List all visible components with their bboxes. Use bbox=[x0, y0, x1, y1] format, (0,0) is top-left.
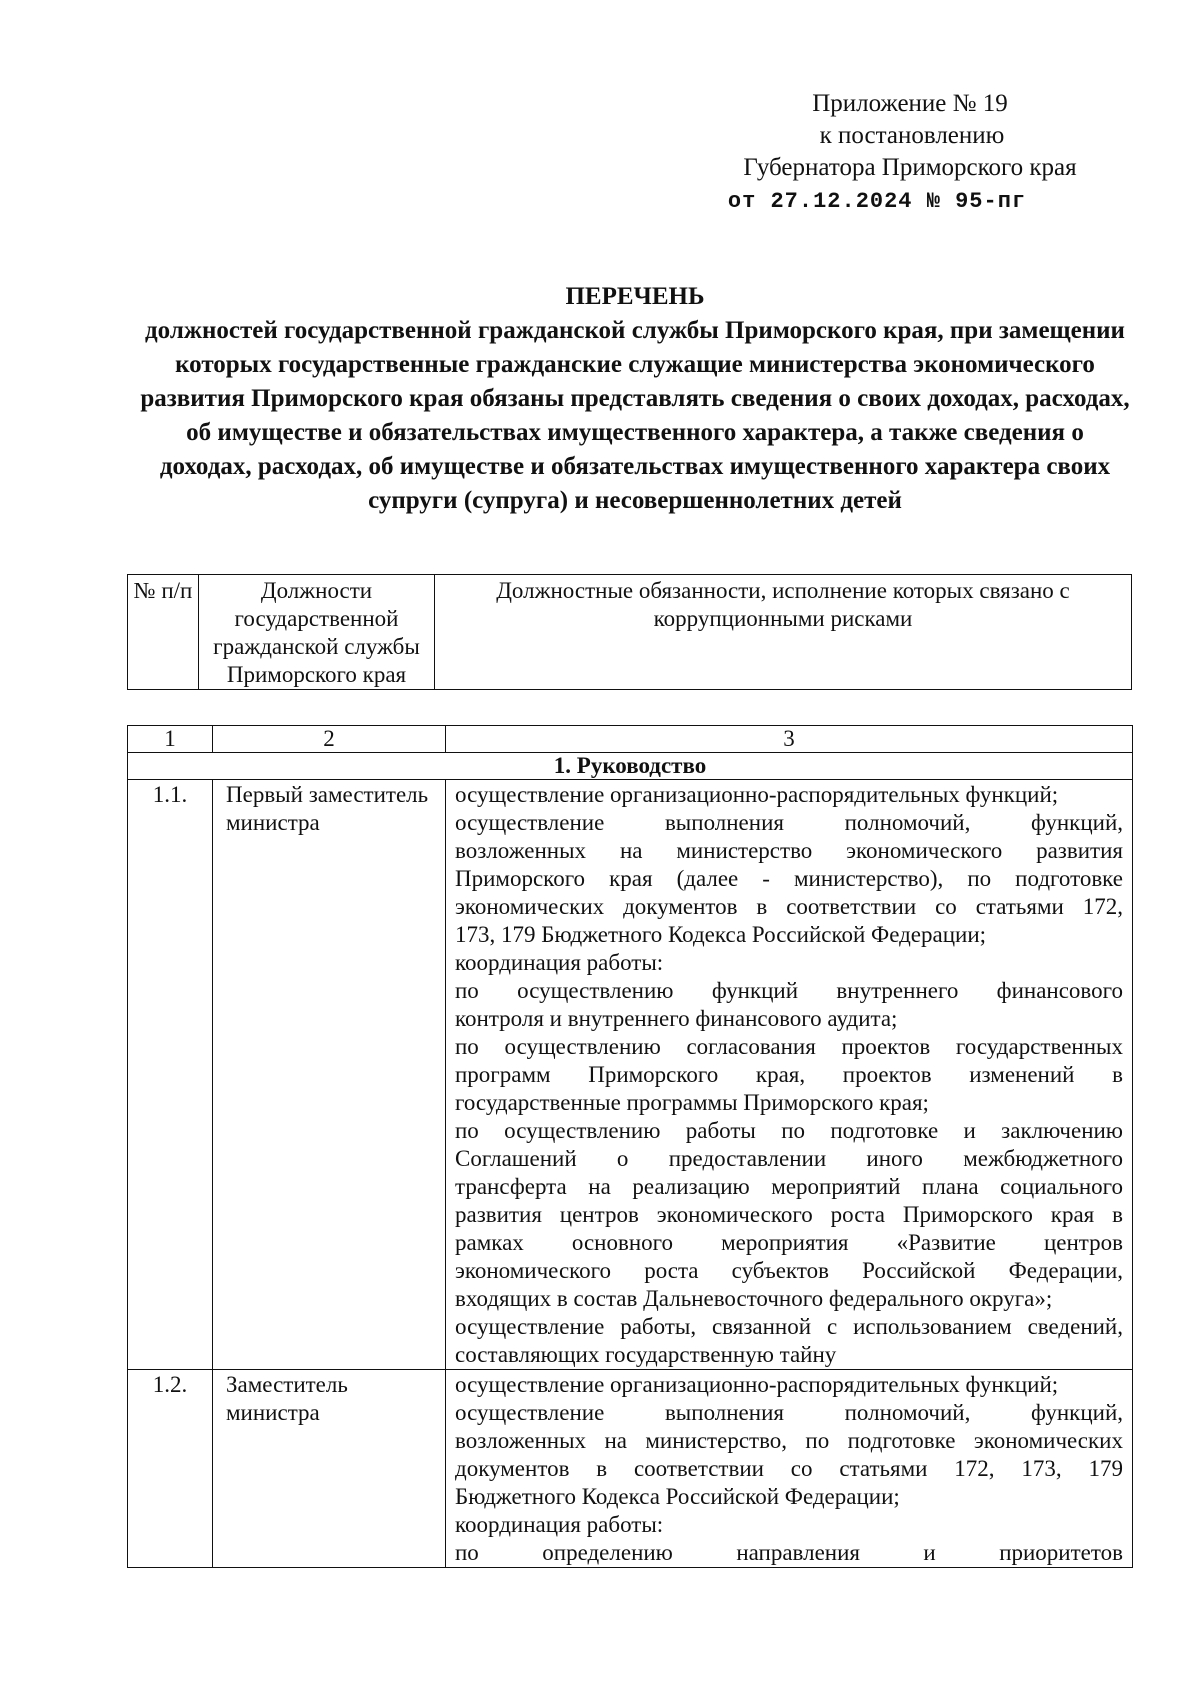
title-text: должностей государственной гражданской службы Приморского края, при замещении которых государственные гражданские служащие министерства экономического развития Приморского края обязаны представлять сведения о своих доходах, расходах, об имуществе и обязательствах имущественного характера, а также сведения о доходах, расходах, об имуществе и обязательствах имущественного характера своих супруги (супруга) и несовершеннолетних детей bbox=[140, 317, 1130, 514]
duty-line: составляющих государственную тайну bbox=[455, 1342, 837, 1367]
header-col-duties: Должностные обязанности, исполнение которых связано с коррупционными рисками bbox=[435, 575, 1132, 690]
duty-line: входящих в состав Дальневосточного федерального округа»; bbox=[455, 1286, 1053, 1311]
header-col-position: Должности государственной гражданской службы Приморского края bbox=[199, 575, 435, 690]
row-duties bbox=[446, 1370, 1133, 1568]
title-heading: ПЕРЕЧЕНЬ bbox=[565, 283, 705, 310]
duty-line: координация работы: bbox=[455, 1512, 664, 1537]
row-position: Заместитель министра bbox=[213, 1370, 446, 1568]
duty-line: возложенных на министерство, по подготовке экономических bbox=[455, 1428, 1123, 1453]
column-number-1: 1 bbox=[128, 726, 213, 753]
duty-line: возложенных на министерство экономического развития bbox=[455, 838, 1123, 863]
appendix-block bbox=[727, 88, 1140, 216]
appendix-reference: к постановлению bbox=[819, 122, 1005, 149]
row-duties bbox=[446, 780, 1133, 1370]
duty-line: по осуществлению работы по подготовке и заключению bbox=[455, 1118, 1123, 1143]
duty-line: трансферта на реализацию мероприятий плана социального bbox=[455, 1174, 1123, 1199]
duty-line: экономического роста субъектов Российской Федерации, bbox=[455, 1258, 1123, 1283]
duty-line: по осуществлению согласования проектов государственных bbox=[455, 1034, 1123, 1059]
duty-line: программ Приморского края, проектов изменений в bbox=[455, 1062, 1123, 1087]
row-position: Первый заместитель министра bbox=[213, 780, 446, 1370]
appendix-issuer: Губернатора Приморского края bbox=[743, 154, 1077, 181]
duty-line: Бюджетного Кодекса Российской Федерации; bbox=[455, 1484, 900, 1509]
duty-line: координация работы: bbox=[455, 950, 664, 975]
row-number: 1.1. bbox=[128, 780, 213, 1370]
header-row bbox=[128, 575, 1132, 690]
column-numbers-row bbox=[128, 726, 1133, 753]
header-table bbox=[127, 574, 1132, 690]
duty-line: Приморского края (далее - министерство), по подготовке bbox=[455, 866, 1123, 891]
duty-line: государственные программы Приморского края; bbox=[455, 1090, 929, 1115]
duty-line: контроля и внутреннего финансового аудита; bbox=[455, 1006, 898, 1031]
section-row bbox=[128, 753, 1133, 780]
main-table bbox=[127, 725, 1133, 1568]
document-title bbox=[140, 280, 1130, 518]
duty-line: осуществление выполнения полномочий, функций, bbox=[455, 1400, 1123, 1425]
duty-line: экономических документов в соответствии со статьями 172, bbox=[455, 894, 1123, 919]
section-title: 1. Руководство bbox=[128, 753, 1133, 780]
document-date-stamp: от 27.12.2024 № 95-пг bbox=[727, 189, 1027, 214]
duty-line: развития центров экономического роста Приморского края в bbox=[455, 1202, 1123, 1227]
column-number-3: 3 bbox=[446, 726, 1133, 753]
column-number-2: 2 bbox=[213, 726, 446, 753]
duty-line: осуществление выполнения полномочий, функций, bbox=[455, 810, 1123, 835]
duty-line: рамках основного мероприятия «Развитие центров bbox=[455, 1230, 1123, 1255]
duty-line: осуществление организационно-распорядительных функций; bbox=[455, 1372, 1059, 1397]
duty-line: осуществление организационно-распорядительных функций; bbox=[455, 782, 1059, 807]
table-row bbox=[128, 1370, 1133, 1568]
header-col-number: № п/п bbox=[128, 575, 199, 690]
appendix-number: Приложение № 19 bbox=[812, 90, 1008, 117]
table-row bbox=[128, 780, 1133, 1370]
duty-line: по осуществлению функций внутреннего финансового bbox=[455, 978, 1123, 1003]
duty-line: Соглашений о предоставлении иного межбюджетного bbox=[455, 1146, 1123, 1171]
duty-line: по определению направления и приоритетов bbox=[455, 1540, 1123, 1565]
duty-line: осуществление работы, связанной с использованием сведений, bbox=[455, 1314, 1123, 1339]
duty-line: документов в соответствии со статьями 172, 173, 179 bbox=[455, 1456, 1123, 1481]
row-number: 1.2. bbox=[128, 1370, 213, 1568]
duty-line: 173, 179 Бюджетного Кодекса Российской Федерации; bbox=[455, 922, 987, 947]
